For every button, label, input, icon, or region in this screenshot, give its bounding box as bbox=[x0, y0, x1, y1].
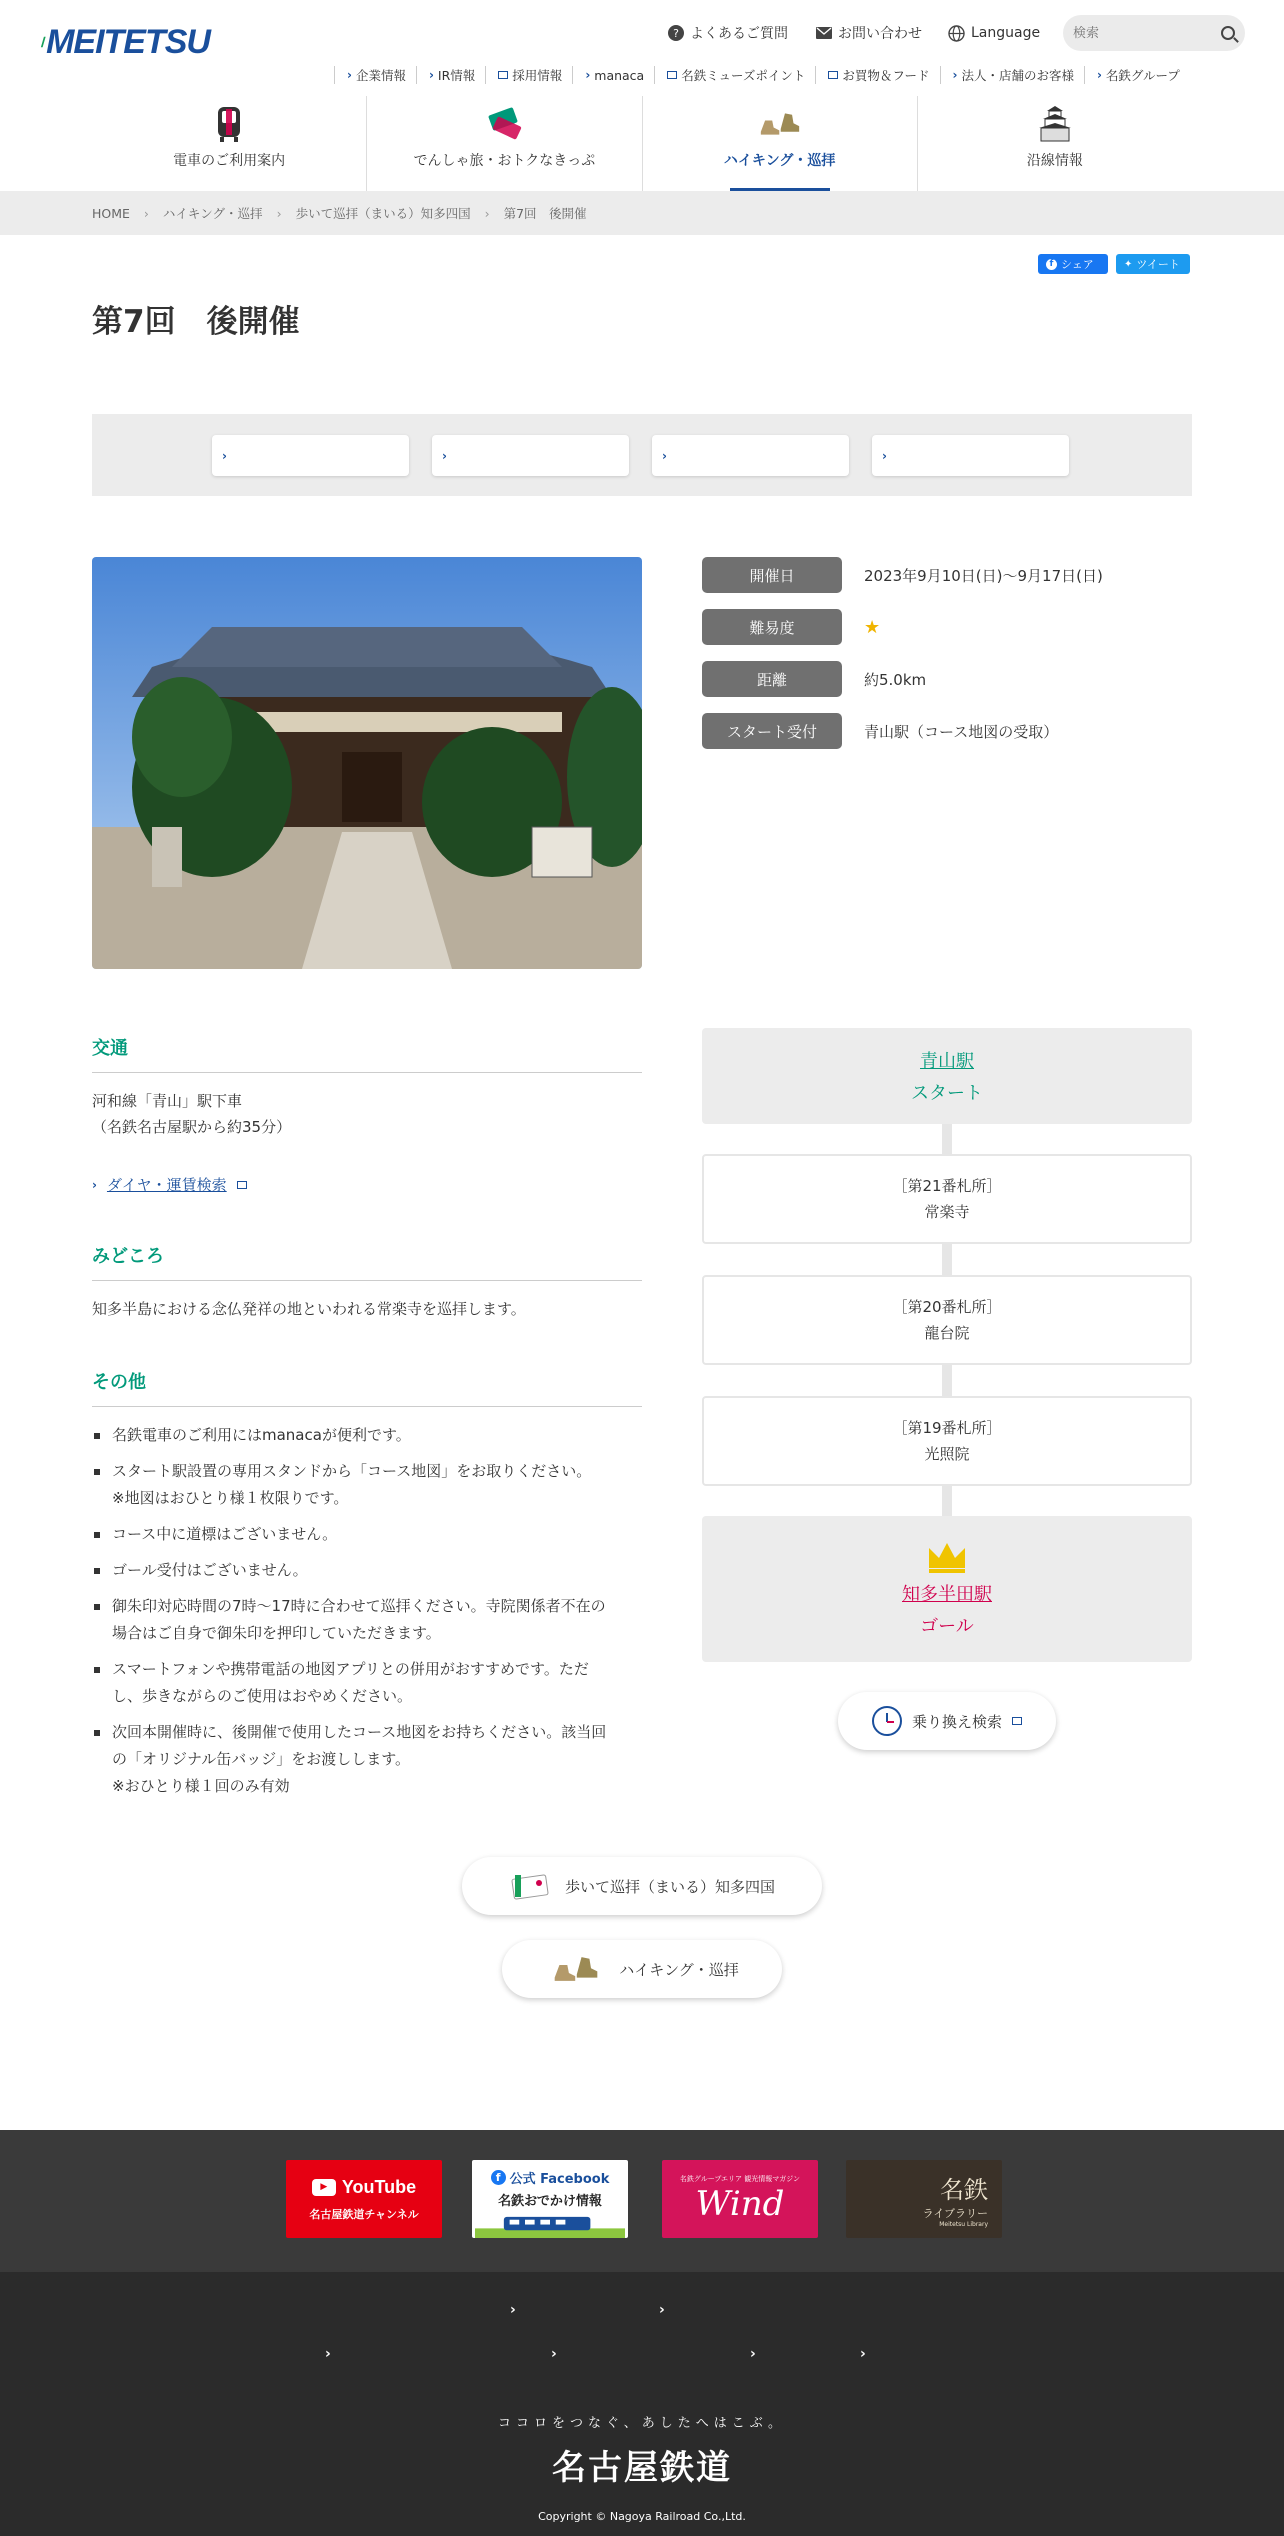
anchor-tab-3[interactable] bbox=[652, 435, 849, 476]
transfer-search-label: 乗り換え検索 bbox=[911, 1712, 1002, 1731]
stop-name: 常楽寺 bbox=[924, 1203, 970, 1221]
search-input[interactable] bbox=[1073, 26, 1203, 41]
ticket-icon bbox=[482, 104, 526, 144]
footer-tagline: ココロをつなぐ、あしたへはこぶ。 bbox=[497, 2416, 786, 2431]
list-item bbox=[92, 1593, 642, 1647]
footer-banner-strip bbox=[0, 2130, 1284, 2272]
gnav-label: 沿線情報 bbox=[1026, 153, 1083, 169]
search-icon[interactable] bbox=[1221, 26, 1235, 40]
gnav-label: 電車のご利用案内 bbox=[173, 153, 286, 169]
chevron-right-icon: › bbox=[662, 448, 667, 463]
wind-magazine-banner[interactable] bbox=[662, 2160, 818, 2238]
sublink-ir[interactable] bbox=[416, 66, 485, 84]
chevron-right-icon: › bbox=[347, 68, 352, 82]
note-line: スタート駅設置の専用スタンドから「コース地図」をお取りください。 bbox=[112, 1462, 592, 1480]
chevron-right-icon: › bbox=[428, 68, 434, 82]
language-link[interactable] bbox=[948, 22, 1040, 44]
facebook-share-button[interactable] bbox=[1038, 254, 1108, 274]
faq-label: よくあるご質問 bbox=[690, 26, 788, 42]
course-stop-2 bbox=[702, 1275, 1192, 1365]
breadcrumb-home[interactable]: HOME bbox=[92, 205, 130, 221]
youtube-title-row bbox=[312, 2177, 416, 2198]
chita-shikoku-link[interactable] bbox=[462, 1857, 822, 1915]
info-row-difficulty bbox=[702, 609, 880, 645]
facebook-icon: f bbox=[491, 2170, 506, 2185]
tweet-button[interactable] bbox=[1116, 254, 1190, 274]
breadcrumb bbox=[0, 191, 1284, 235]
start-value: 青山駅（コース地図の受取） bbox=[864, 722, 1059, 741]
external-link-icon bbox=[237, 1181, 247, 1189]
facebook-banner-title: 公式 Facebook bbox=[509, 2172, 610, 2187]
facebook-share-label: シェア bbox=[1061, 258, 1094, 271]
globe-icon bbox=[948, 25, 965, 42]
facebook-banner-title-row bbox=[491, 2168, 610, 2187]
gnav-train-guide[interactable] bbox=[92, 96, 366, 192]
global-nav bbox=[92, 96, 1192, 192]
question-icon: ? bbox=[668, 25, 684, 41]
sublink-group[interactable] bbox=[1084, 66, 1190, 84]
page-title: 第7回 後開催 bbox=[92, 304, 300, 340]
sublink-label: manaca bbox=[594, 67, 645, 83]
gnav-tickets[interactable] bbox=[366, 96, 641, 192]
library-sub: ライブラリー bbox=[922, 2207, 988, 2220]
note-line: の「オリジナル缶バッジ」をお渡しします。 bbox=[112, 1750, 411, 1768]
date-label: 開催日 bbox=[702, 557, 842, 593]
chevron-right-icon: › bbox=[276, 205, 282, 221]
sublink-shopping[interactable] bbox=[815, 66, 939, 84]
castle-icon bbox=[1033, 104, 1077, 144]
chevron-right-icon: › bbox=[882, 448, 887, 463]
sublink-label: 名鉄グループ bbox=[1105, 68, 1180, 83]
youtube-banner[interactable] bbox=[286, 2160, 442, 2238]
note-line: 名鉄電車のご利用にはmanacaが便利です。 bbox=[112, 1426, 411, 1444]
star-icon: ★ bbox=[864, 616, 881, 638]
hiking-link[interactable] bbox=[502, 1940, 782, 1998]
breadcrumb-chita-shikoku[interactable]: 歩いて巡拝（まいる）知多四国 bbox=[295, 206, 471, 221]
footer-link-4[interactable]: › bbox=[551, 2346, 557, 2362]
wind-top-text: 名鉄グループエリア 観光情報マガジン bbox=[679, 2175, 801, 2183]
temple-photo bbox=[92, 557, 642, 969]
footer-link-1[interactable]: › bbox=[510, 2302, 516, 2318]
sublink-label: 採用情報 bbox=[512, 68, 563, 83]
twitter-icon: ✦ bbox=[1124, 258, 1133, 270]
stop-name: 光照院 bbox=[924, 1445, 970, 1463]
note-line: し、歩きながらのご使用はおやめください。 bbox=[112, 1687, 413, 1705]
map-icon bbox=[509, 1871, 553, 1901]
date-value: 2023年9月10日(日)～9月17日(日) bbox=[864, 566, 1103, 585]
sublink-label: 企業情報 bbox=[355, 68, 406, 83]
chita-shikoku-label: 歩いて巡拝（まいる）知多四国 bbox=[564, 1877, 775, 1896]
distance-label: 距離 bbox=[702, 661, 842, 697]
facebook-icon: f bbox=[1046, 259, 1057, 270]
highlights-text: 知多半島における念仏発祥の地といわれる常楽寺を巡拝します。 bbox=[92, 1300, 526, 1318]
contact-label: お問い合わせ bbox=[838, 26, 922, 42]
external-link-icon bbox=[498, 71, 508, 79]
footer-link-3[interactable]: › bbox=[325, 2346, 331, 2362]
start-station-link[interactable]: 青山駅 bbox=[920, 1051, 974, 1072]
note-line: 場合はご自身で御朱印を押印していただきます。 bbox=[112, 1624, 441, 1642]
goal-station-card bbox=[702, 1516, 1192, 1662]
note-line: ※おひとり様１回のみ有効 bbox=[112, 1777, 290, 1795]
chevron-right-icon: › bbox=[442, 448, 447, 463]
other-heading: その他 bbox=[92, 1368, 642, 1407]
sublink-label: お買物＆フード bbox=[842, 68, 930, 83]
logo-text: MEITETSU bbox=[46, 22, 210, 61]
sublink-manaca[interactable] bbox=[572, 66, 654, 84]
library-title: 名鉄 bbox=[940, 2176, 988, 2204]
hiking-boots-icon bbox=[758, 104, 802, 144]
sublink-label: 名鉄ミューズポイント bbox=[681, 68, 806, 83]
library-en: Meitetsu Library bbox=[939, 2221, 988, 2228]
hiking-boots-icon bbox=[545, 1954, 607, 1984]
gnav-area-info[interactable] bbox=[917, 96, 1192, 192]
info-row-date bbox=[702, 557, 1103, 593]
list-item bbox=[92, 1458, 642, 1512]
copyright: Copyright © Nagoya Railroad Co.,Ltd. bbox=[538, 2510, 746, 2523]
access-line-1: 河和線「青山」駅下車 bbox=[92, 1092, 243, 1110]
anchor-tab-1[interactable] bbox=[212, 435, 409, 476]
course-stop-1 bbox=[702, 1154, 1192, 1244]
footer-link-2[interactable]: › bbox=[659, 2302, 665, 2318]
tweet-label: ツイート bbox=[1136, 258, 1180, 271]
note-line: 御朱印対応時間の7時～17時に合わせて巡拝ください。寺院関係者不在の bbox=[112, 1597, 606, 1615]
meitetsu-logo[interactable] bbox=[40, 18, 210, 66]
train-icon bbox=[207, 104, 251, 144]
list-item bbox=[92, 1422, 642, 1449]
sublink-recruit[interactable] bbox=[485, 66, 572, 84]
share-buttons bbox=[1038, 254, 1190, 274]
list-item bbox=[92, 1521, 642, 1548]
notes-list bbox=[92, 1422, 642, 1809]
list-item bbox=[92, 1719, 642, 1800]
chevron-right-icon: › bbox=[1096, 68, 1102, 82]
hiking-label: ハイキング・巡拝 bbox=[619, 1960, 739, 1979]
note-line: コース中に道標はございません。 bbox=[112, 1525, 338, 1543]
chevron-right-icon: › bbox=[143, 205, 149, 221]
timetable-search-label: ダイヤ・運賃検索 bbox=[106, 1176, 227, 1194]
access-heading: 交通 bbox=[92, 1034, 642, 1073]
youtube-play-icon: ▶ bbox=[312, 2179, 336, 2196]
footer-link-6[interactable]: › bbox=[860, 2346, 866, 2362]
difficulty-label: 難易度 bbox=[702, 609, 842, 645]
distance-value: 約5.0km bbox=[864, 670, 927, 689]
external-link-icon bbox=[828, 71, 838, 79]
sub-links bbox=[334, 66, 1190, 84]
gnav-label: ハイキング・巡拝 bbox=[723, 153, 836, 169]
chevron-right-icon: › bbox=[585, 68, 591, 82]
stop-number: ［第21番札所］ bbox=[892, 1177, 1002, 1195]
anchor-tab-4[interactable] bbox=[872, 435, 1069, 476]
stop-name: 龍台院 bbox=[924, 1324, 970, 1342]
chevron-right-icon: › bbox=[222, 448, 227, 463]
facebook-banner[interactable] bbox=[472, 2160, 628, 2238]
list-item bbox=[92, 1557, 642, 1584]
highlights-heading: みどころ bbox=[92, 1242, 642, 1281]
youtube-sub: 名古屋鉄道チャンネル bbox=[309, 2207, 419, 2221]
chevron-right-icon: › bbox=[92, 1177, 97, 1192]
gnav-hiking[interactable] bbox=[642, 96, 917, 192]
faq-link[interactable] bbox=[668, 22, 788, 44]
note-line: スマートフォンや携帯電話の地図アプリとの併用がおすすめです。ただ bbox=[112, 1660, 589, 1678]
breadcrumb-current: 第7回 後開催 bbox=[503, 206, 587, 221]
stop-number: ［第19番札所］ bbox=[892, 1419, 1002, 1437]
note-line: 次回本開催時に、後開催で使用したコース地図をお持ちください。該当回 bbox=[112, 1723, 607, 1741]
transfer-search-button[interactable] bbox=[838, 1692, 1056, 1750]
footer bbox=[0, 2272, 1284, 2536]
facebook-banner-sub: 名鉄おでかけ情報 bbox=[498, 2194, 602, 2209]
access-line-2: （名鉄名古屋駅から約35分） bbox=[92, 1118, 292, 1136]
chevron-right-icon: › bbox=[952, 68, 958, 82]
crown-icon bbox=[926, 1540, 968, 1574]
external-link-icon bbox=[1012, 1717, 1022, 1725]
sublink-label: 法人・店舗のお客様 bbox=[961, 68, 1074, 83]
sublink-business[interactable] bbox=[940, 66, 1084, 84]
search-box[interactable] bbox=[1063, 15, 1245, 51]
start-label: スタート受付 bbox=[702, 713, 842, 749]
footer-corp-name: 名古屋鉄道 bbox=[552, 2448, 732, 2488]
breadcrumb-hiking[interactable]: ハイキング・巡拝 bbox=[162, 206, 263, 221]
start-station-card bbox=[702, 1028, 1192, 1124]
info-row-start bbox=[702, 713, 1058, 749]
train-illustration-icon bbox=[472, 2213, 628, 2238]
clock-icon bbox=[872, 1706, 902, 1736]
anchor-tab-2[interactable] bbox=[432, 435, 629, 476]
contact-link[interactable] bbox=[816, 22, 922, 44]
goal-role: ゴール bbox=[920, 1616, 974, 1637]
course-stop-3 bbox=[702, 1396, 1192, 1486]
info-row-distance bbox=[702, 661, 926, 697]
language-label: Language bbox=[971, 25, 1041, 41]
mail-icon bbox=[816, 27, 832, 39]
chevron-right-icon: › bbox=[484, 205, 490, 221]
start-role: スタート bbox=[911, 1083, 983, 1104]
list-item bbox=[92, 1656, 642, 1710]
goal-station-link[interactable]: 知多半田駅 bbox=[902, 1584, 992, 1605]
wind-title: Wind bbox=[695, 2184, 785, 2224]
sublink-label: IR情報 bbox=[437, 68, 476, 83]
note-line: ※地図はおひとり様１枚限りです。 bbox=[112, 1489, 349, 1507]
note-line: ゴール受付はございません。 bbox=[112, 1561, 308, 1579]
youtube-title: YouTube bbox=[341, 2176, 417, 2197]
footer-link-5[interactable]: › bbox=[750, 2346, 756, 2362]
meitetsu-library-banner[interactable] bbox=[846, 2160, 1002, 2238]
sublink-corporate[interactable] bbox=[334, 66, 416, 84]
sublink-muse-point[interactable] bbox=[654, 66, 815, 84]
timetable-search-link[interactable] bbox=[92, 1174, 247, 1195]
external-link-icon bbox=[667, 71, 677, 79]
stop-number: ［第20番札所］ bbox=[892, 1298, 1002, 1316]
gnav-label: でんしゃ旅・おトクなきっぷ bbox=[413, 153, 596, 169]
